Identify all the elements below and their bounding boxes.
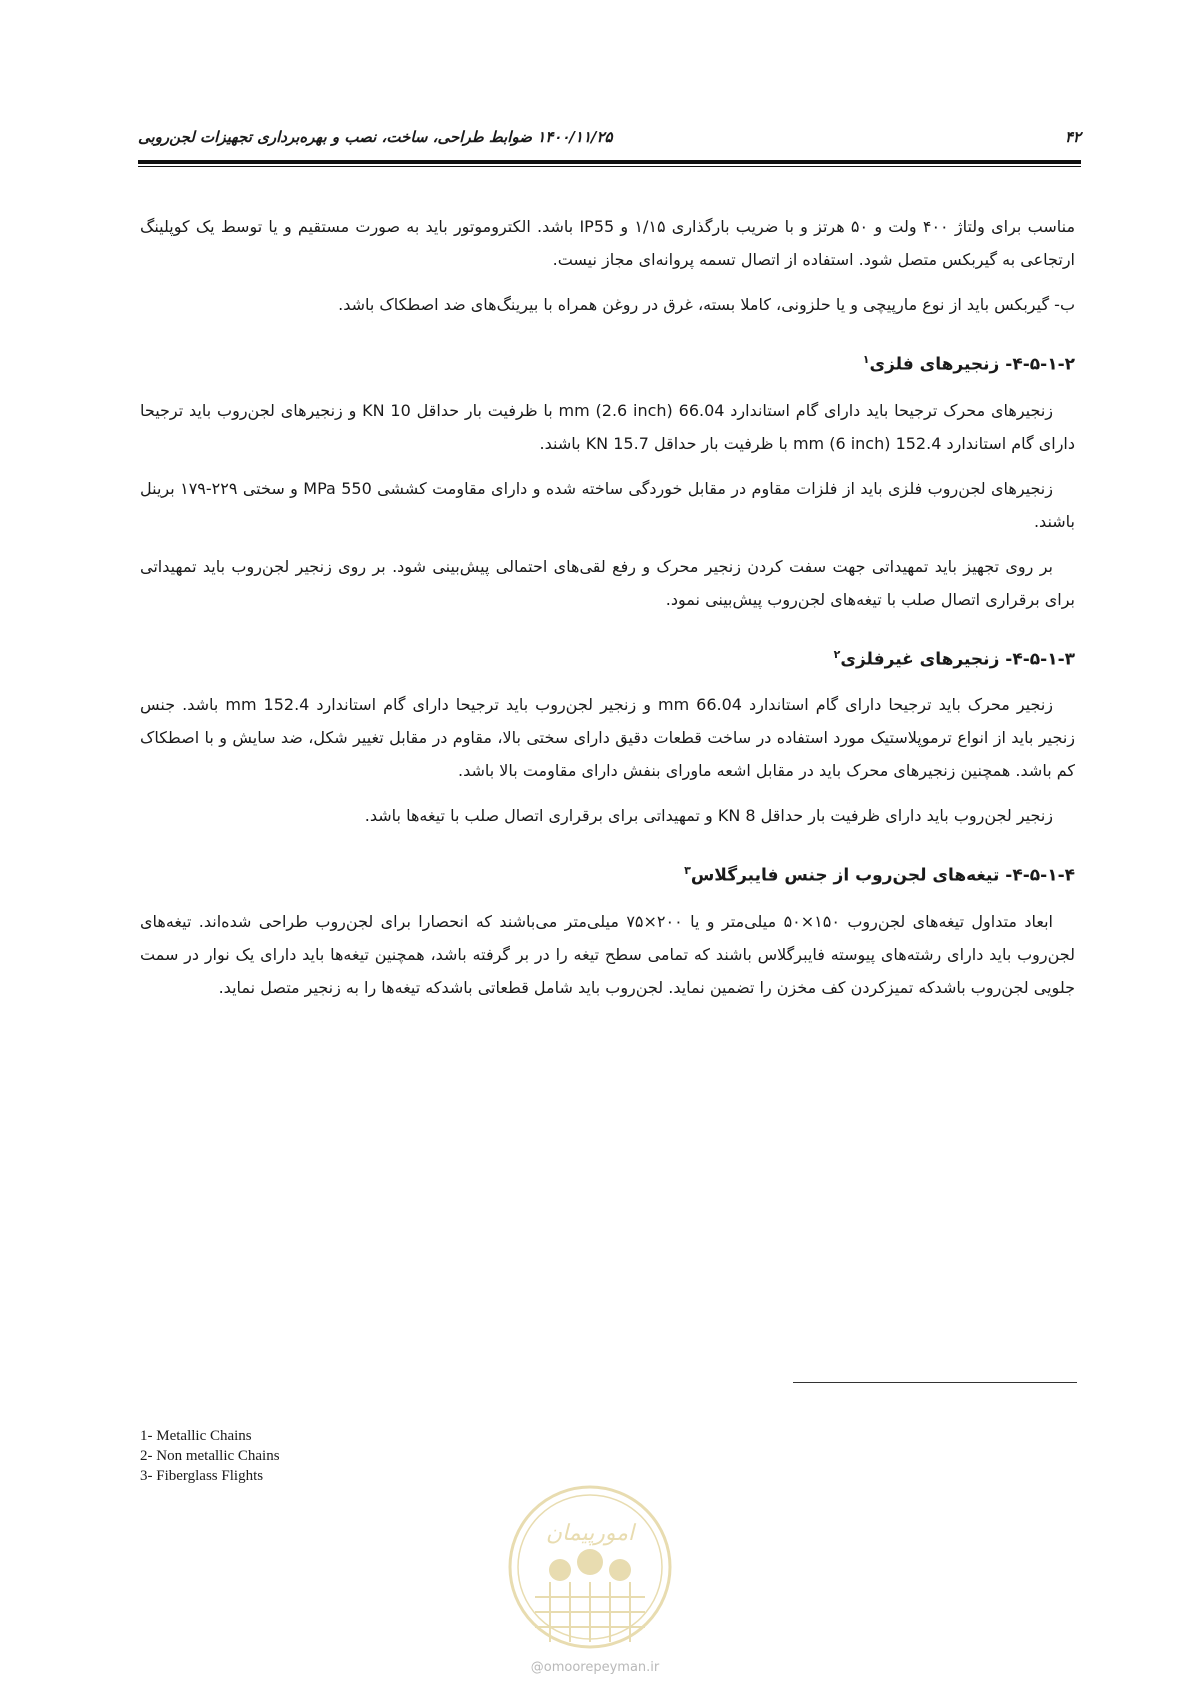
header-rule-thin: [138, 166, 1081, 167]
paragraph: ابعاد متداول تیغه‌های لجن‌روب ۱۵۰×۵۰ میلی‌متر و یا ۲۰۰×۷۵ میلی‌متر می‌باشند که انحصارا برای لجن‌روب طراحی شده‌اند. تیغه‌های لجن‌روب باید دارای رشته‌های پیوسته فایبرگلاس باشند که تمامی سطح تیغه را در بر گرفته باشد، همچنین تیغه‌ها باید دارای یک نوار در سمت جلویی لجن‌روب باشدکه تمیزکردن کف مخزن را تضمین نماید. لجن‌روب باید شامل قطعاتی باشدکه تیغه‌ها را به زنجیر متصل نماید.: [140, 911, 1075, 997]
section-heading-4-5-1-2: [140, 343, 1075, 382]
section-heading-4-5-1-3: [140, 638, 1075, 677]
footnote-ref: ۱: [862, 353, 870, 366]
paragraph: زنجیر محرک باید ترجیحا دارای گام استاندارد 66.04 mm و زنجیر لجن‌روب باید ترجیحا دارای گام استاندارد 152.4 mm باشد. جنس زنجیر باید از انواع ترموپلاستیک مورد استفاده در ساخت قطعات دقیق دارای سختی بالا، مقاوم در مقابل تغییر شکل، ضد سایش و با اصطکاک کم باشد. همچنین زنجیرهای محرک باید در مقابل اشعه ماورای بنفش دارای مقاومت بالا باشد.: [140, 695, 1075, 781]
section-heading-4-5-1-4: [140, 854, 1075, 893]
paragraph: مناسب برای ولتاژ ۴۰۰ ولت و ۵۰ هرتز و با ضریب بارگذاری ۱/۱۵ و IP55 باشد. الکتروموتور باید به صورت مستقیم و یا توسط یک کوپلینگ ارتجاعی به گیربکس متصل شود. استفاده از اتصال تسمه پروانه‌ای مجاز نیست.: [140, 217, 1076, 269]
watermark-seal-icon: [505, 1482, 675, 1652]
header-rule-thick: [138, 160, 1081, 164]
footnote-ref: ۲: [833, 647, 841, 661]
paragraph: زنجیرهای لجن‌روب فلزی باید از فلزات مقاوم در مقابل خوردگی ساخته شده و دارای مقاومت کششی 550 MPa و سختی ۲۲۹-۱۷۹ برینل باشند.: [140, 478, 1075, 531]
document-body: [140, 210, 1075, 1016]
seal-text: امورپیمان: [545, 1521, 635, 1546]
footnote-3: 3- Fiberglass Flights: [140, 1468, 264, 1484]
list-item-b: ب- گیربکس باید از نوع مارپیچی و یا حلزونی، کاملا بسته، غرق در روغن همراه با بیرینگ‌های ضد اصطکاک باشد.: [338, 295, 1075, 314]
heading-text: ۴-۵-۱-۳- زنجیرهای غیرفلزی: [840, 649, 1075, 670]
heading-text: ۴-۵-۱-۲- زنجیرهای فلزی: [869, 354, 1075, 375]
footnote-2: 2- Non metallic Chains: [140, 1448, 280, 1464]
watermark-url: @omoorepeyman.ir: [530, 1660, 660, 1675]
footnote-ref: ۳: [684, 864, 691, 878]
paragraph: زنجیرهای محرک ترجیحا باید دارای گام استاندارد 66.04 mm (2.6 inch) با ظرفیت بار حداقل 10 KN و زنجیرهای لجن‌روب باید ترجیحا دارای گام استاندارد 152.4 mm (6 inch) با ظرفیت بار حداقل 15.7 KN باشند.: [140, 400, 1075, 453]
page-number: ۴۲: [1064, 128, 1081, 146]
page-header: [138, 128, 1081, 152]
footnote-separator: [793, 1382, 1077, 1383]
footnotes: [140, 1426, 280, 1486]
heading-text: ۴-۵-۱-۴- تیغه‌های لجن‌روب از جنس فایبرگلاس: [690, 865, 1075, 886]
running-title: ۱۴۰۰/۱۱/۲۵ ضوابط طراحی، ساخت، نصب و بهره‌برداری تجهیزات لجن‌روبی: [138, 128, 613, 146]
footnote-1: 1- Metallic Chains: [140, 1428, 252, 1444]
paragraph: زنجیر لجن‌روب باید دارای ظرفیت بار حداقل 8 KN و تمهیداتی برای برقراری اتصال صلب با تیغه‌ها باشد.: [364, 806, 1053, 826]
paragraph: بر روی تجهیز باید تمهیداتی جهت سفت کردن زنجیر محرک و رفع لقی‌های احتمالی پیش‌بینی شود. بر روی زنجیر لجن‌روب باید تمهیداتی برای برقراری اتصال صلب با تیغه‌های لجن‌روب پیش‌بینی نمود.: [140, 556, 1075, 609]
